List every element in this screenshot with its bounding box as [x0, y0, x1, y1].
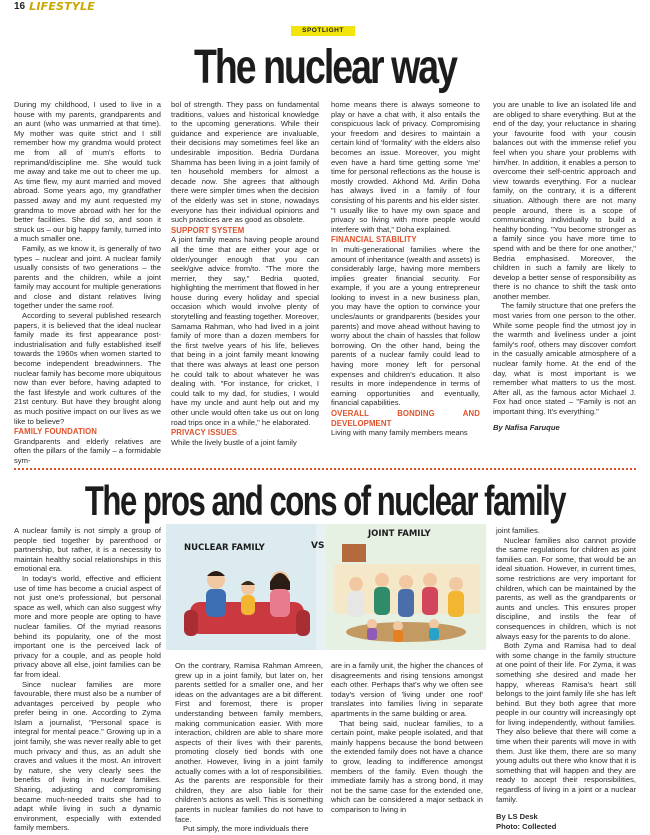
subheading: FAMILY FOUNDATION: [14, 427, 97, 437]
paragraph: In today's world, effective and efficient use of time has become a crucial aspect of not just one's professional, but personal space as well, which can also suggest why more and more people are opting to have nuclear families. Of the myriad reasons behind its popularity, one of the most important one is the perceived lack of privacy for a couple, and as people hold privacy above all else, joint families can be far from ideal.: [14, 573, 161, 679]
child-figure: [367, 619, 377, 629]
section-divider: [14, 468, 636, 470]
paragraph: That being said, nuclear families, to a certain point, make people isolated, and that mainly happens because the bond between the extended family does not have a chance to grow, leading to indifference amongst members of the family. Even though the immediate family has a strong bond, it may not be the same case for the extended one, which can be considered a major setback in comparison to living in: [331, 718, 483, 814]
section-logo: LIFESTYLE: [29, 0, 95, 13]
paragraph: While the lively bustle of a joint family: [171, 437, 297, 447]
paragraph: Grandparents and elderly relatives are often the pillars of the family – a formidable sym-: [14, 436, 161, 465]
paragraph: According to several published research papers, it is believed that the ideal nuclear family made its first appearance post-industrialisation and fully established itself towards the 1960s when women started to become independent breadwinners. The nuclear family has become more ubiquitous now than ever before, having adapted to the fast lifestyle and work cultures of the 21st century. But have they brought along as much positive impact on our lives as we like to believe?: [14, 311, 161, 426]
paragraph: are in a family unit, the higher the chances of disagreements and rising tensions amongst each other. Perhaps that's why we often see today's version of 'living under one roof' translates into families living in separate apartments in the same building or area.: [331, 661, 483, 718]
byline: By LS Desk: [496, 812, 538, 822]
byline: By Nafisa Faruque: [493, 422, 560, 432]
paragraph: During my childhood, I used to live in a house with my parents, grandparents and an aunt (who was unmarried at that time). My mother was quite strict and I still remember how my grandma would protect me from all of mum's efforts to reprimand/discipline me. She would tuck me away and take me out to cheer me up. As time flew, my aunt married and moved abroad. Some years ago, my grandfather passed away and my aunt requested my grandma to move abroad with her for the better facilities. She did so, and soon it struck us – our big happy family, turned into a much smaller one.: [14, 100, 161, 244]
subheading: OVERALL BONDING AND DEVELOPMENT: [331, 409, 480, 428]
sofa-arm: [296, 610, 310, 636]
paragraph: A joint family means having people around all the time that are either your age or older/younger enough that you can seek/give advice from/to. "The more the merrier, they say," Bedria quoted, highlighting the merriment that flowed in her house during every holiday and special occasion which would involve plenty of storytelling and feasting together. Moreover, Samama Rahman, who had lived in a joint family of more than a dozen members for the first twelve years of his life, believes that being in a joint family meant knowing that there was always at least one person he could talk to about whatever he was dealing with. "For instance, for cricket, I could talk to my dad, for studies, I would have my uncle and aunt help out and my other uncle would often take us out on long road trips once in a while," he elaborated.: [171, 235, 319, 427]
subheading: FINANCIAL STABILITY: [331, 235, 417, 245]
paragraph: bol of strength. They pass on fundamental traditions, values and historical knowledge to the upcoming generations. While their guidance and experience are invaluable, their decisions may sometimes feel like an undesirable imposition. Bedria Durdana Shamma has been living in a joint family of ten household members for almost a decade now. She agrees that although there were simpler times when the decision of the elderly was set in stone, nowadays everyone has their individual opinions and such practices are as good as obsolete.: [171, 100, 319, 225]
paragraph: Nuclear families also cannot provide the same regulations for children as joint families can. For some, that would be an ideal situation. However, in current times, some restrictions are very important for children, which can be maintained by the parents, as well as the grandparents or aunts and uncles. This ensures proper discipline, and instils the fear of consequences in children, which is not always easy for the parents to do alone.: [496, 535, 636, 641]
paragraph: Put simply, the more individuals there: [183, 824, 309, 834]
grandfather-figure: [349, 577, 363, 591]
child-figure: [393, 621, 403, 631]
article1-column-1: [14, 100, 161, 466]
article2-column-3: [331, 661, 483, 815]
paragraph: home means there is always someone to play or have a chat with, it also entails the conspicuous lack of privacy. Compromising your freedom and desires to maintain a certain kind of 'formality' with the elders also becomes an issue. Moreover, you might even have a hard time getting some 'me' time for personal reflections as the house is mostly crowded. Akhond Md. Arifin Doha has always lived in a family of four consisting of his parents and his elder sister. "I usually like to have my own space and privacy so living with more people would interfere with that," Doha explained.: [331, 100, 481, 234]
picture-frame: [342, 544, 366, 562]
aunt-figure: [423, 573, 437, 587]
article2-column-1: [14, 526, 161, 833]
subheading: SUPPORT SYSTEM: [171, 225, 245, 235]
article1-title: The nuclear way: [193, 41, 457, 94]
paragraph: In multi-generational families where the amount of inheritance (wealth and assets) is considerably large, having more members implies greater financial security. For example, if you are a young entrepreneur looking to invest in a new business plan, you may have the option to convince your uncles/aunts or grandparents (besides your parents) and move ahead without having to worry about the chain of hassles that follow borrowing. On the other hand, being the parents of a nuclear family could lead to having more money left for personal expenses and children's education. It also results in more independence in terms of earning opportunities and eventually, financial capabilities.: [331, 244, 480, 408]
paragraph: Both Zyma and Ramisa had to deal with some change in the family structure at one point of their life. For Zyma, it was something she desired and made her happy, whereas Ramisa's heart still belongs to the joint family life she has left behind. But they both agree that more people in our country will increasingly opt for living independently, without families. They also believe that there will come a time when their parents will move in with them. Just like them, there are so many young adults out there who know that it is something that will happen and they are ready to accept their responsibilities, regardless of living in a joint or a nuclear family.: [496, 641, 636, 804]
vs-label: VS: [311, 541, 325, 551]
uncle-figure: [399, 575, 413, 589]
article1-column-2: [171, 100, 319, 447]
page-header: [14, 0, 95, 12]
paragraph: The family structure that one prefers the most varies from one person to the other. While some people find the utmost joy in the warmth and liveliness under a joint family's roof, others may discover comfort in the casually amicable atmosphere of a nuclear family home. At the end of the day, what is most important is we remember what matters to us the most. After all, as the famous actor Michael J. Fox had once stated – "Family is not an important thing. It's everything.": [493, 301, 636, 416]
article2-title: The pros and cons of nuclear family: [84, 477, 566, 524]
article2-column-2: [175, 661, 323, 834]
child-figure: [429, 619, 439, 629]
paragraph: Family, as we know it, is generally of two types – nuclear and joint. A nuclear family usually consists of two generations – the parents and the children, while a joint family may account for multiple generations and close and distant relatives living together under the same roof.: [14, 243, 161, 311]
paragraph: A nuclear family is not simply a group of people tied together by parenthood or partnership, but rather, it is a necessity to maintain healthy social relationships in this emotional era.: [14, 526, 161, 574]
article2-column-4: [496, 526, 636, 831]
article1-column-3: [331, 100, 480, 438]
grandmother-figure: [375, 573, 389, 587]
page-number: 16: [14, 0, 26, 12]
sofa-arm: [184, 610, 198, 636]
paragraph: On the contrary, Ramisa Rahman Amreen, grew up in a joint family, but later on, her parents settled for a smaller one, and her ideas on the advantages are a bit different. First and foremost, there is proper understanding between family members, making communication easier. With more interaction, children are able to share more aspects of their lives with their parents, promoting closely tied bonds with one another. However, living in a joint family actually comes with a lot of responsibilities. As the parents are responsible for their children, they are also liable for their children's actions as well. This is something parents in nuclear families do not have to face.: [175, 661, 323, 824]
paragraph: you are unable to live an isolated life and are obliged to share everything. But at the end of the day, your reluctance in sharing your favourite food with your cousin balances out with the immense relief you feel when you share your problems with him/her. In addition, it enables a person to overcome their self-centric approach and view towards everything. For a nuclear family, on the contrary, it is a different situation. Although there are not many people around, there is a scope of communicating individually to build a healthy bonding. "You become stronger as a family since you have more time to spend with and be there for one another," Bedria emphasised. Moreover, the children in such a family are likely to develop a better sense of responsibility as there is no chance to shift the task onto another member.: [493, 100, 636, 301]
spotlight-tag: SPOTLIGHT: [291, 26, 355, 36]
nuclear-vs-joint-family-illustration: [166, 524, 486, 650]
subheading: PRIVACY ISSUES: [171, 428, 238, 438]
paragraph: joint families.: [496, 526, 540, 535]
cousin-figure: [449, 577, 463, 591]
nuclear-family-label: NUCLEAR FAMILY: [184, 543, 265, 553]
carpet: [346, 622, 466, 642]
photo-credit: Photo: Collected: [496, 821, 557, 831]
article1-column-4: [493, 100, 636, 432]
paragraph: Since nuclear families are more favourable, there must also be a number of advantages perceived by people who prefer being in one. According to Zyma Islam a journalist, "Personal space is integral for mental peace." Growing up in a joint family, she was never really able to get much privacy and thus, as an adult she craves and values it the most. An introvert by nature, she very clearly sees the benefits of living in nuclear families. Sharing, adjusting and compromising became much-needed traits she had to adapt while living in such a dynamic environment, especially with extended family members.: [14, 679, 161, 833]
paragraph: Living with many family members means: [331, 428, 468, 438]
joint-family-label: JOINT FAMILY: [368, 529, 431, 539]
